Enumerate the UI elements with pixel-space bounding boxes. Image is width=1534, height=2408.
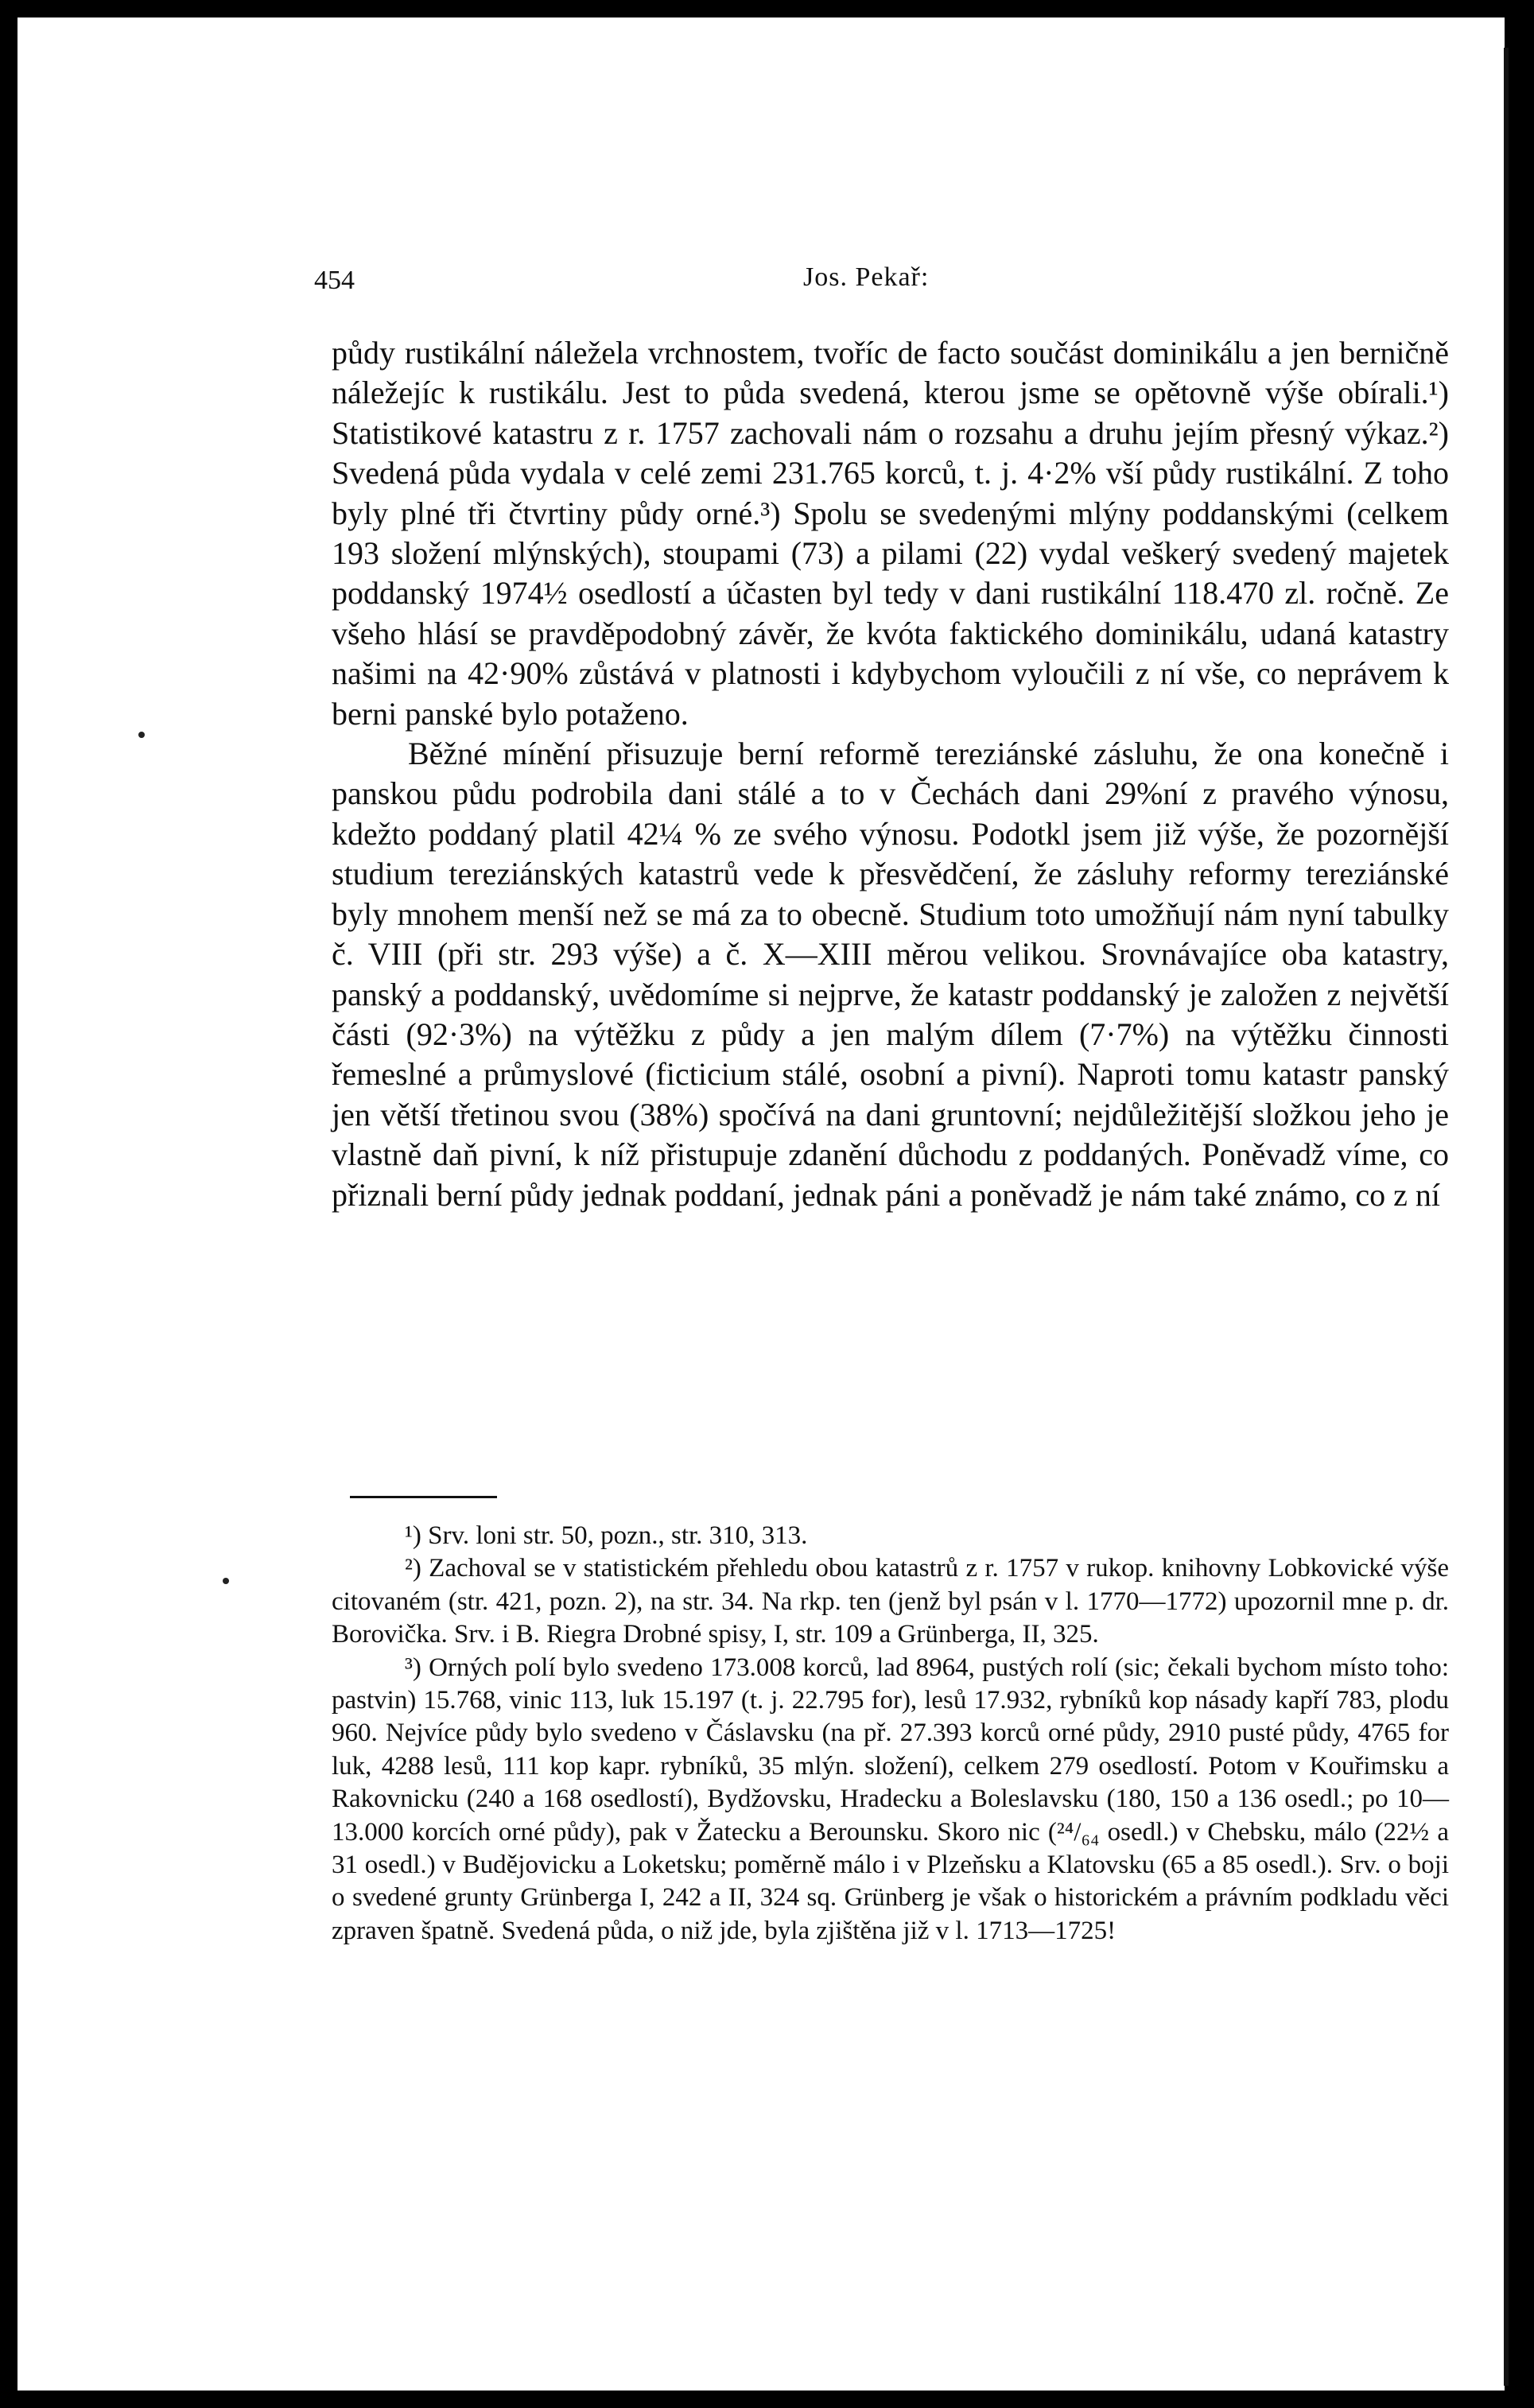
footnote: ²) Zachoval se v statistickém přehledu obou katastrů z r. 1757 v rukop. knihovny Lobkovické výše citovaném (str. 421, pozn. 2), na str. 34. Na rkp. ten (jenž byl psán v l. 1770—1772) upozornil mne p. dr. Borovička. Srv. i B. Riegra Drobné spisy, I, str. 109 a Grünberga, II, 325.: [332, 1554, 1449, 1649]
footnotes: [332, 1520, 1449, 1948]
margin-speck: [223, 1578, 229, 1584]
page-header: [314, 256, 1451, 312]
footnote-rule: [350, 1496, 497, 1498]
main-text: [332, 333, 1449, 1215]
scan-edge: [1504, 48, 1509, 2386]
footnote: ¹) Srv. loni str. 50, pozn., str. 310, 313.: [405, 1521, 808, 1550]
paragraph: Běžné mínění přisuzuje berní reformě tereziánské zásluhu, že ona konečně i panskou půdu podrobila dani stálé a to v Čechách dani 29%ní z pravého výnosu, kdežto poddaný platil 42¼ % ze svého výnosu. Podotkl jsem již výše, že pozornější studium tereziánských katastrů vede k přesvědčení, že zásluhy reformy tereziánské byly mnohem menší než se má za to obecně. Studium toto umožňují nám nyní tabulky č. VIII (při str. 293 výše) a č. X—XIII měrou velikou. Srovnávajíce oba katastry, panský a poddanský, uvědomíme si nejprve, že katastr poddanský je založen z největší části (92·3%) na výtěžku z půdy a jen malým dílem (7·7%) na výtěžku činnosti řemeslné a průmyslové (ficticium stálé, osobní a pivní). Naproti tomu katastr panský jen větší třetinou svou (38%) spočívá na dani gruntovní; nejdůležitější složkou jeho je vlastně daň pivní, k níž přistupuje zdanění důchodu z poddaných. Poněvadž víme, co přiznali berní půdy jednak poddaní, jednak páni a poněvadž je nám také známo, co z ní: [332, 736, 1449, 1213]
book-page: [17, 17, 1505, 2391]
running-title: Jos. Pekař:: [803, 262, 930, 292]
margin-speck: [138, 732, 145, 738]
footnote: ³) Orných polí bylo svedeno 173.008 korců, lad 8964, pustých rolí (sic; čekali bychom místo toho: pastvin) 15.768, vinic 113, luk 15.197 (t. j. 22.795 for), lesů 17.932, rybníků kop násady kapří 783, plodu 960. Nejvíce půdy bylo svedeno v Čáslavsku (na př. 27.393 korců orné půdy, 2910 pusté půdy, 4765 for luk, 4288 lesů, 111 kop kapr. rybníků, 35 mlýn. složení), celkem 279 osedlostí. Potom v Kouřimsku a Rakovnicku (240 a 168 osedlostí), Bydžovsku, Hradecku a Boleslavsku (180, 150 a 136 osedl.; po 10—13.000 korcích orné půdy), pak v Žatecku a Berounsku. Skoro nic (²⁴/₆₄ osedl.) v Chebsku, málo (22½ a 31 osedl.) v Budějovicku a Loketsku; poměrně málo i v Plzeňsku a Klatovsku (65 a 85 osedl.). Srv. o boji o svedené grunty Grünberga I, 242 a II, 324 sq. Grünberg je však o historickém a právním podkladu věci zpraven špatně. Svedená půda, o niž jde, byla zjištěna již v l. 1713—1725!: [332, 1653, 1449, 1945]
page-number: 454: [314, 266, 355, 295]
paragraph: půdy rustikální náležela vrchnostem, tvoříc de facto součást dominikálu a jen berničně náležejíc k rustikálu. Jest to půda svedená, kterou jsme se opětovně výše obírali.¹) Statistikové katastru z r. 1757 zachovali nám o rozsahu a druhu jejím přesný výkaz.²) Svedená půda vydala v celé zemi 231.765 korců, t. j. 4·2% vší půdy rustikální. Z toho byly plné tři čtvrtiny půdy orné.³) Spolu se svedenými mlýny poddanskými (celkem 193 složení mlýnských), stoupami (73) a pilami (22) vydal veškerý svedený majetek poddanský 1974½ osedlostí a účasten byl tedy v dani rustikální 118.470 zl. ročně. Ze všeho hlásí se pravděpodobný závěr, že kvóta faktického dominikálu, udaná katastry našimi na 42·90% zůstává v platnosti i kdybychom vyloučili z ní vše, co neprávem k berni panské bylo potaženo.: [332, 335, 1449, 732]
